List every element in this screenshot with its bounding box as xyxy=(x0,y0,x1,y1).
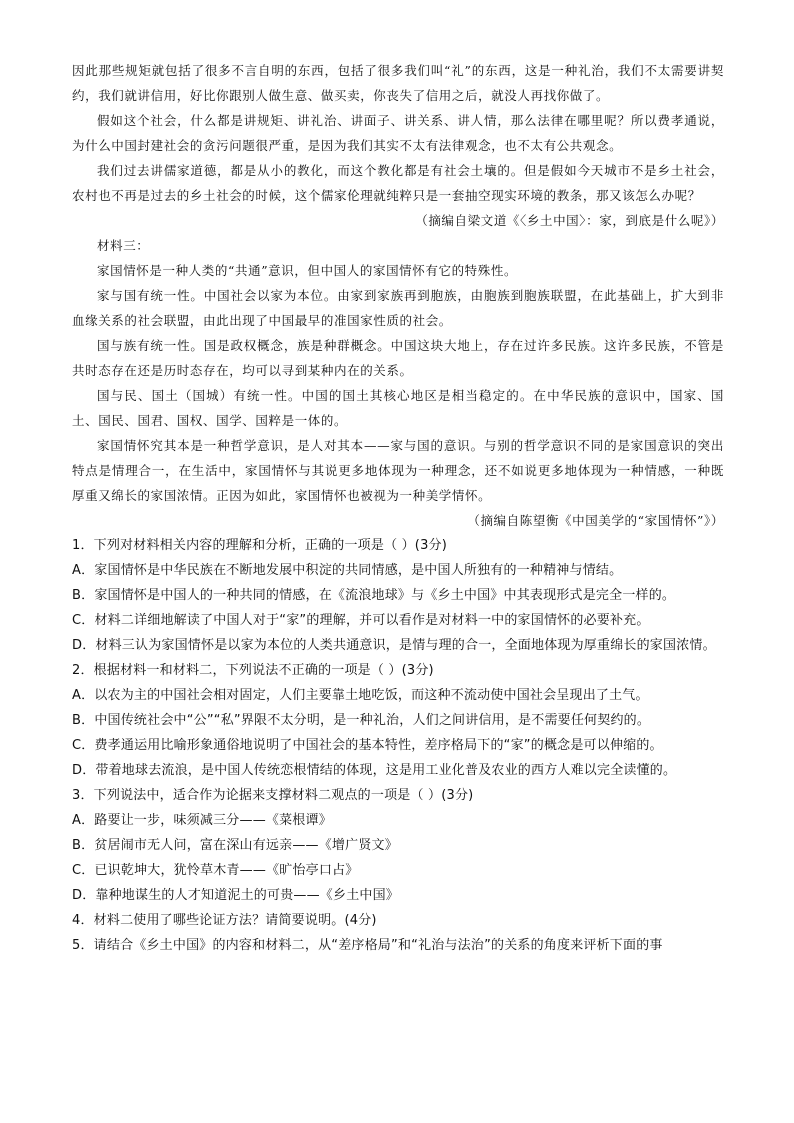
material2-paragraph-2: 假如这个社会，什么都是讲规矩、讲礼治、讲面子、讲关系、讲人情，那么法律在哪里呢？所以费孝通说，为什么中国封建社会的贪污问题很严重，是因为我们其实不太有法律观念，也不太有公共观念。 xyxy=(72,113,724,153)
material3-source: （摘编自陈望衡《中国美学的“家国情怀”》） xyxy=(467,513,724,528)
question-1-option-d: D．材料三认为家国情怀是以家为本位的人类共通意识，是情与理的合一，全面地体现为厚重绵长的家国浓情。 xyxy=(72,638,716,653)
material2-paragraph-3: 我们过去讲儒家道德，都是从小的教化，而这个教化都是有社会土壤的。但是假如今天城市不是乡土社会，农村也不再是过去的乡土社会的时候，这个儒家伦理就纯粹只是一套抽空现实环境的教条，那又该怎么办呢？ xyxy=(72,163,724,203)
question-1-option-b: B．家国情怀是中国人的一种共同的情感，在《流浪地球》与《乡土中国》中其表现形式是完全一样的。 xyxy=(72,588,676,603)
material3-label: 材料三： xyxy=(97,238,150,253)
question-3-option-a: A．路要让一步，味须减三分——《菜根谭》 xyxy=(72,813,332,828)
question-5-stem: 5．请结合《乡土中国》的内容和材料二，从“差序格局”和“礼治与法治”的关系的角度来评析下面的事 xyxy=(72,938,663,953)
question-1-option-c: C．材料二详细地解读了中国人对于“家”的理解，并可以看作是对材料一中的家国情怀的必要补充。 xyxy=(72,613,650,628)
material3-paragraph-4: 国与民、国土（国城）有统一性。中国的国土其核心地区是相当稳定的。在中华民族的意识中，国家、国土、国民、国君、国权、国学、国粹是一体的。 xyxy=(72,388,724,428)
question-3-option-b: B．贫居闹市无人问，富在深山有远亲——《增广贤文》 xyxy=(72,838,398,853)
question-3-option-c: C．已识乾坤大，犹怜草木青——《旷怡亭口占》 xyxy=(72,863,359,878)
question-2-option-a: A．以农为主的中国社会相对固定，人们主要靠土地吃饭，而这种不流动使中国社会呈现出了土气。 xyxy=(72,688,649,703)
question-2-stem: 2．根据材料一和材料二，下列说法不正确的一项是（ ）(3分) xyxy=(72,663,434,678)
material3-paragraph-2: 家与国有统一性。中国社会以家为本位。由家到家族再到胞族，由胞族到胞族联盟，在此基础上，扩大到非血缘关系的社会联盟，由此出现了中国最早的准国家性质的社会。 xyxy=(72,288,724,328)
material3-paragraph-1: 家国情怀是一种人类的“共通”意识，但中国人的家国情怀有它的特殊性。 xyxy=(97,263,518,278)
material2-paragraph-1: 因此那些规矩就包括了很多不言自明的东西，包括了很多我们叫“礼”的东西，这是一种礼治，我们不太需要讲契约，我们就讲信用，好比你跟别人做生意、做买卖，你丧失了信用之后，就没人再找你做了。 xyxy=(72,63,724,103)
question-4-stem: 4．材料二使用了哪些论证方法？请简要说明。(4分) xyxy=(72,913,377,928)
exam-page xyxy=(72,58,724,958)
question-2-option-c: C．费孝通运用比喻形象通俗地说明了中国社会的基本特性，差序格局下的“家”的概念是可以伸缩的。 xyxy=(72,738,663,753)
question-2-option-b: B．中国传统社会中“公”“私”界限不太分明，是一种礼治，人们之间讲信用，是不需要任何契约的。 xyxy=(72,713,651,728)
question-3-stem: 3．下列说法中，适合作为论据来支撑材料二观点的一项是（ ）(3分) xyxy=(72,788,474,803)
question-3-option-d: D．靠种地谋生的人才知道泥土的可贵——《乡土中国》 xyxy=(72,888,400,903)
question-1-option-a: A．家国情怀是中华民族在不断地发展中积淀的共同情感，是中国人所独有的一种精神与情结。 xyxy=(72,563,623,578)
material3-paragraph-3: 国与族有统一性。国是政权概念，族是种群概念。中国这块大地上，存在过许多民族。这许多民族，不管是共时态存在还是历时态存在，均可以寻到某种内在的关系。 xyxy=(72,338,724,378)
question-2-option-d: D．带着地球去流浪，是中国人传统恋根情结的体现，这是用工业化普及农业的西方人难以完全读懂的。 xyxy=(72,763,677,778)
question-1-stem: 1．下列对材料相关内容的理解和分析，正确的一项是（ ）(3分) xyxy=(72,538,448,553)
material3-paragraph-5: 家国情怀究其本是一种哲学意识，是人对其本——家与国的意识。与别的哲学意识不同的是家国意识的突出特点是情理合一，在生活中，家国情怀与其说更多地体现为一种理念，还不如说更多地体现为一种情感，一种既厚重又绵长的家国浓情。正因为如此，家国情怀也被视为一种美学情怀。 xyxy=(72,438,724,503)
material2-source: （摘编自梁文道《〈乡土中国〉：家，到底是什么呢》） xyxy=(415,213,724,228)
